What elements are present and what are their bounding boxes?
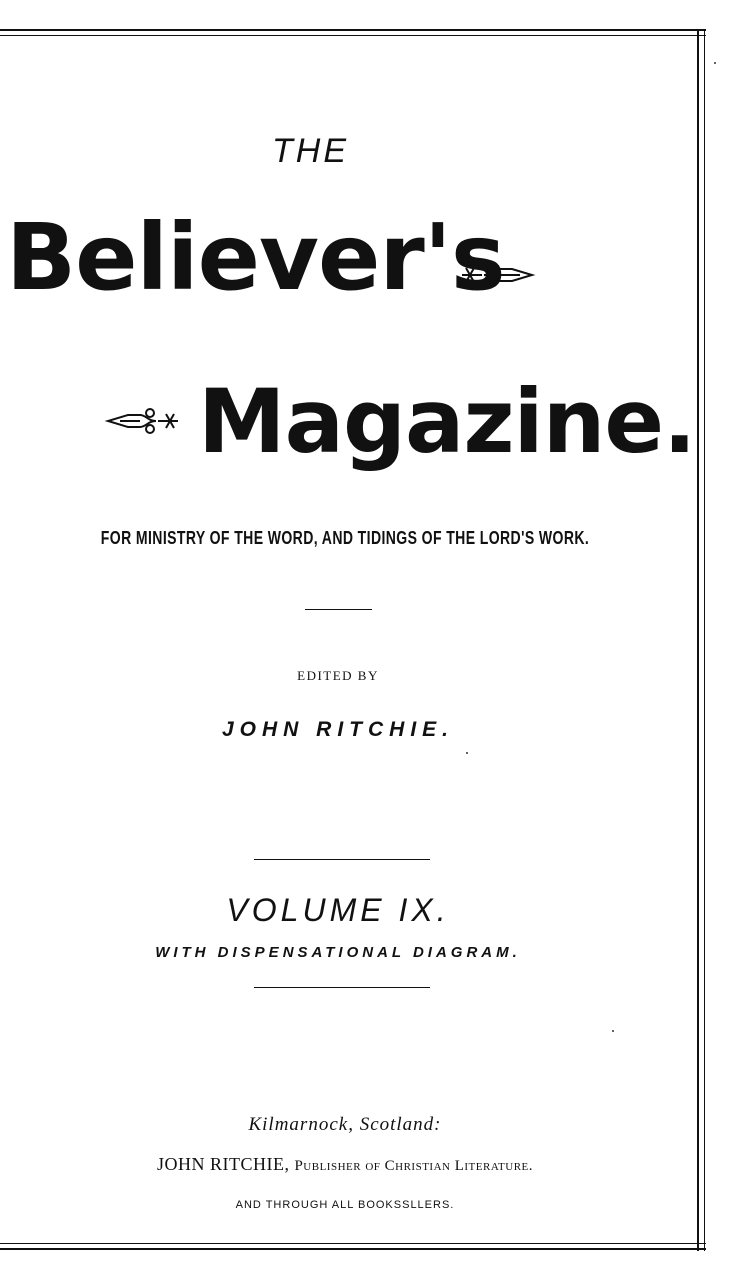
print-speck [612, 1030, 614, 1032]
imprint-publisher [0, 1154, 690, 1175]
print-speck [714, 62, 716, 64]
fleuron-left-icon [100, 404, 180, 438]
subtitle: FOR MINISTRY OF THE WORD, AND TIDINGS OF THE LORD'S WORK. [100, 528, 590, 548]
divider-short [305, 609, 372, 610]
volume-title: VOLUME IX. [226, 892, 450, 928]
bottom-border-rule-thick [0, 1248, 706, 1250]
right-border-rule-thick [697, 29, 699, 1251]
divider-below-volume [254, 987, 430, 988]
masthead-title-line2: Magazine. [198, 370, 696, 473]
top-border-rule-thin [0, 35, 706, 36]
bottom-border-rule-thin [0, 1243, 706, 1244]
volume-note: WITH DISPENSATIONAL DIAGRAM. [155, 944, 521, 961]
imprint-place: Kilmarnock, Scotland: [248, 1114, 442, 1135]
top-border-rule-thick [0, 29, 706, 31]
imprint-distribution: AND THROUGH ALL BOOKSSLLERS. [235, 1199, 455, 1211]
masthead-the: THE [272, 132, 349, 170]
print-speck [466, 752, 468, 754]
divider-above-volume [254, 859, 430, 860]
fleuron-right-icon [460, 258, 540, 292]
right-border-rule-thin [704, 29, 705, 1251]
publisher-name: JOHN RITCHIE, [156, 1154, 290, 1174]
publisher-role: Publisher of Christian Literature. [294, 1158, 534, 1174]
editor-name: JOHN RITCHIE. [221, 718, 454, 741]
masthead-title-line1: Believer's [6, 204, 505, 311]
edited-by-label: EDITED BY [297, 668, 379, 683]
